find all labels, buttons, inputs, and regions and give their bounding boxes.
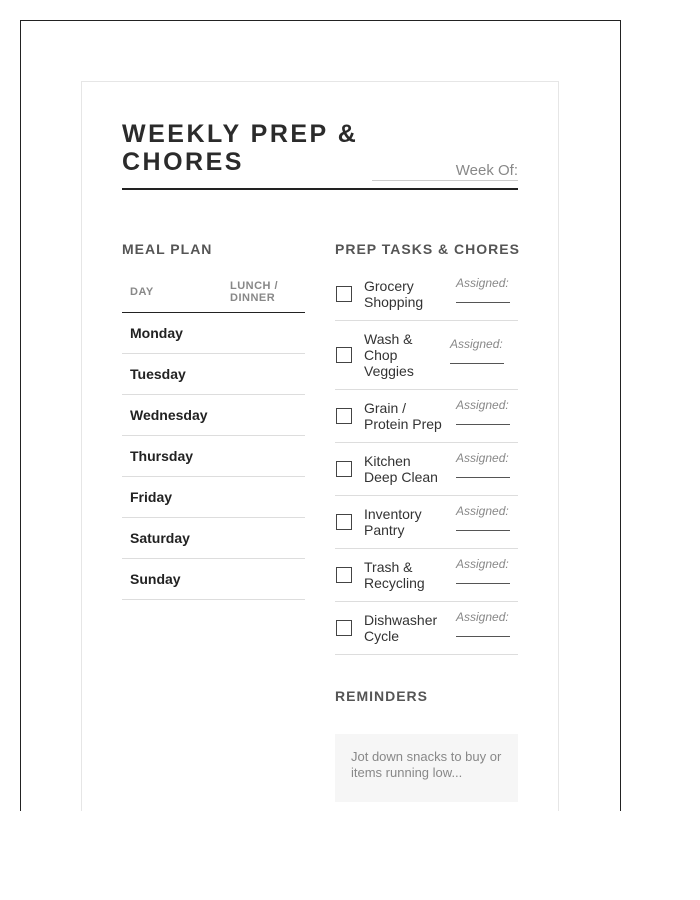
assigned-line (456, 518, 510, 531)
task-row-wash-chop-veggies (335, 321, 518, 390)
assigned-label: Assigned: (456, 503, 509, 518)
reminders-heading: REMINDERS (335, 688, 429, 704)
column-header-day: DAY (130, 286, 154, 298)
task-label: Dishwasher Cycle (364, 612, 438, 644)
meal-row-monday[interactable] (122, 313, 305, 354)
task-row-dishwasher-cycle (335, 602, 518, 655)
day-label: Thursday (130, 448, 194, 464)
assigned-field[interactable] (450, 336, 518, 364)
meal-plan-table (122, 268, 305, 600)
meal-row-thursday[interactable] (122, 436, 305, 477)
task-checkbox[interactable] (336, 408, 352, 424)
task-checkbox[interactable] (336, 620, 352, 636)
task-label: Inventory Pantry (364, 506, 422, 538)
assigned-label: Assigned: (456, 275, 509, 290)
task-row-grocery-shopping (335, 268, 518, 321)
day-label: Wednesday (130, 407, 208, 423)
task-list (335, 268, 518, 655)
assigned-field[interactable] (456, 503, 518, 531)
task-label: Grocery Shopping (364, 278, 424, 310)
assigned-label: Assigned: (456, 556, 509, 571)
meal-plan-heading: MEAL PLAN (122, 241, 213, 257)
meal-plan-header-row (122, 268, 305, 313)
task-label: Grain / Protein Prep (364, 400, 442, 432)
page-frame (20, 20, 621, 811)
task-label: Wash & Chop Veggies (364, 331, 414, 379)
task-row-inventory-pantry (335, 496, 518, 549)
meal-row-wednesday[interactable] (122, 395, 305, 436)
task-row-trash-recycling (335, 549, 518, 602)
assigned-label: Assigned: (450, 336, 503, 351)
task-checkbox[interactable] (336, 514, 352, 530)
task-label: Kitchen Deep Clean (364, 453, 438, 485)
prep-tasks-heading: PREP TASKS & CHORES (335, 241, 520, 257)
meal-row-saturday[interactable] (122, 518, 305, 559)
assigned-label: Assigned: (456, 450, 509, 465)
day-label: Sunday (130, 571, 181, 587)
meal-row-friday[interactable] (122, 477, 305, 518)
assigned-line (456, 624, 510, 637)
day-label: Tuesday (130, 366, 186, 382)
task-checkbox[interactable] (336, 286, 352, 302)
task-row-kitchen-deep-clean (335, 443, 518, 496)
assigned-line (456, 465, 510, 478)
task-checkbox[interactable] (336, 461, 352, 477)
assigned-label: Assigned: (456, 609, 509, 624)
week-of-field[interactable]: Week Of: (372, 162, 518, 181)
meal-row-sunday[interactable] (122, 559, 305, 600)
meal-row-tuesday[interactable] (122, 354, 305, 395)
assigned-line (456, 571, 510, 584)
day-label: Monday (130, 325, 183, 341)
assigned-line (456, 290, 510, 303)
reminders-textarea[interactable]: Jot down snacks to buy or items running low... (335, 734, 518, 802)
task-checkbox[interactable] (336, 347, 352, 363)
day-label: Saturday (130, 530, 190, 546)
assigned-line (456, 412, 510, 425)
assigned-field[interactable] (456, 556, 518, 584)
task-checkbox[interactable] (336, 567, 352, 583)
assigned-field[interactable] (456, 397, 518, 425)
assigned-label: Assigned: (456, 397, 509, 412)
title-divider (122, 188, 518, 190)
task-label: Trash & Recycling (364, 559, 425, 591)
assigned-line (450, 351, 504, 364)
assigned-field[interactable] (456, 609, 518, 637)
assigned-field[interactable] (456, 450, 518, 478)
page-title: WEEKLY PREP & CHORES (122, 120, 359, 176)
column-header-lunch-dinner: LUNCH / DINNER (230, 280, 279, 304)
day-label: Friday (130, 489, 173, 505)
task-row-grain-protein-prep (335, 390, 518, 443)
assigned-field[interactable] (456, 275, 518, 303)
planner-sheet (81, 81, 559, 811)
